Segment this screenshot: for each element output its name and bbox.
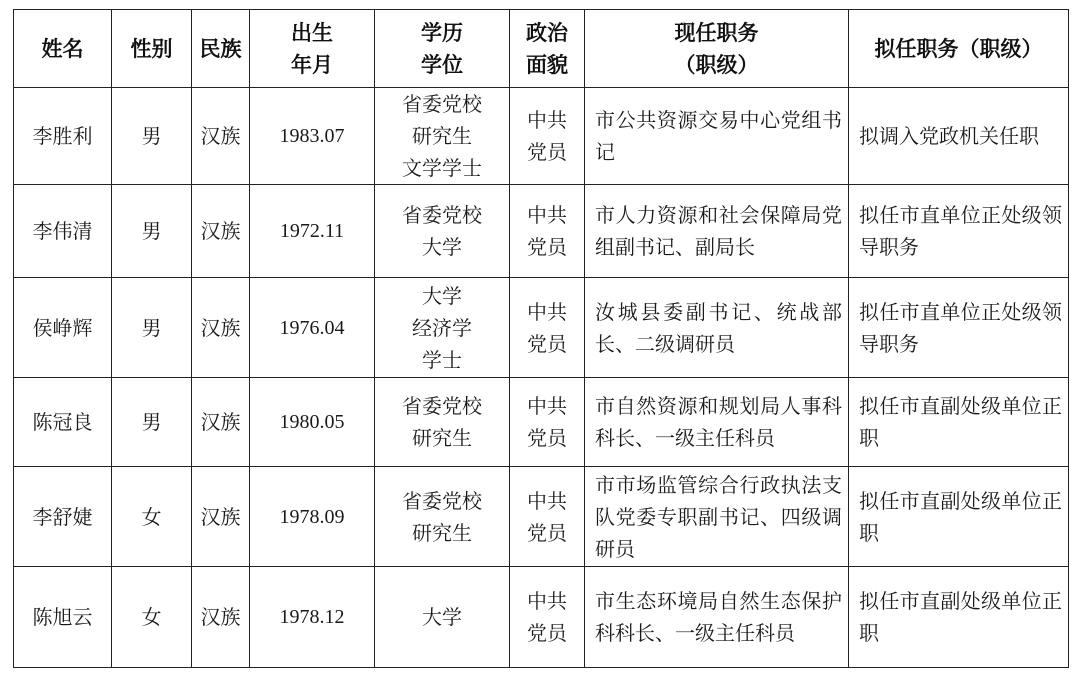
header-birth-line-2: 年月 — [291, 52, 333, 77]
cell-current-position — [585, 185, 849, 278]
cell-education — [375, 567, 510, 668]
cell-education-line: 省委党校 — [402, 203, 482, 227]
header-proposed-position: 拟任职务（职级） — [849, 10, 1069, 88]
cell-birth: 1978.12 — [250, 567, 375, 668]
cell-name: 李伟清 — [14, 185, 112, 278]
cell-education-line: 大学 — [422, 235, 462, 259]
header-current-position-line-1: 现任职务 — [674, 20, 759, 45]
cell-political-line: 中共 — [527, 299, 567, 324]
cell-current-position-text: 市生态环境局自然生态保护科科长、一级主任科员 — [595, 589, 842, 645]
cell-birth: 1983.07 — [250, 88, 375, 185]
cell-name: 李舒婕 — [14, 467, 112, 567]
cell-education — [375, 378, 510, 467]
cell-education — [375, 278, 510, 378]
cell-political — [510, 185, 585, 278]
cell-name: 侯峥辉 — [14, 278, 112, 378]
header-political — [510, 10, 585, 88]
cell-political-line: 中共 — [527, 589, 567, 613]
cell-education — [375, 185, 510, 278]
table-row — [14, 88, 1069, 185]
cell-name: 李胜利 — [14, 88, 112, 185]
cell-birth: 1978.09 — [250, 467, 375, 567]
cell-education-line: 大学 — [422, 283, 462, 308]
cell-proposed-position-text: 拟任市直副处级单位正职 — [859, 589, 1062, 645]
cell-current-position-text: 市人力资源和社会保障局党组副书记、副局长 — [595, 203, 842, 259]
cell-ethnicity: 汉族 — [192, 567, 250, 668]
cell-education-line: 大学 — [422, 605, 462, 629]
cell-political-line: 中共 — [527, 394, 567, 418]
cell-political — [510, 378, 585, 467]
header-gender: 性别 — [112, 10, 192, 88]
cell-education-line: 文学学士 — [402, 156, 482, 180]
cell-education-line: 研究生 — [412, 426, 472, 450]
cell-current-position — [585, 378, 849, 467]
cell-political-line: 中共 — [527, 488, 567, 513]
header-name: 姓名 — [14, 10, 112, 88]
cell-proposed-position — [849, 278, 1069, 378]
cell-gender: 男 — [112, 185, 192, 278]
cell-current-position-text: 市自然资源和规划局人事科科长、一级主任科员 — [595, 394, 842, 450]
header-education-line-2: 学位 — [421, 52, 463, 77]
cell-current-position — [585, 88, 849, 185]
cell-political-line: 党员 — [527, 235, 567, 259]
table-header-row — [14, 10, 1069, 88]
candidate-table — [13, 9, 1069, 668]
cell-current-position — [585, 278, 849, 378]
header-education — [375, 10, 510, 88]
cell-political — [510, 467, 585, 567]
cell-political-line: 中共 — [527, 108, 567, 132]
table-row — [14, 278, 1069, 378]
cell-education-line: 省委党校 — [402, 92, 482, 116]
cell-ethnicity: 汉族 — [192, 378, 250, 467]
cell-proposed-position — [849, 88, 1069, 185]
cell-birth: 1972.11 — [250, 185, 375, 278]
cell-proposed-position — [849, 467, 1069, 567]
cell-political — [510, 88, 585, 185]
cell-political-line: 党员 — [527, 621, 567, 645]
cell-political — [510, 278, 585, 378]
cell-political-line: 中共 — [527, 203, 567, 227]
cell-gender: 女 — [112, 467, 192, 567]
cell-education-line: 省委党校 — [402, 488, 482, 513]
table-row — [14, 378, 1069, 467]
cell-gender: 男 — [112, 378, 192, 467]
cell-name: 陈旭云 — [14, 567, 112, 668]
header-birth — [250, 10, 375, 88]
cell-proposed-position-text: 拟任市直单位正处级领导职务 — [859, 299, 1062, 356]
cell-proposed-position — [849, 567, 1069, 668]
cell-birth: 1976.04 — [250, 278, 375, 378]
cell-current-position-text: 汝城县委副书记、统战部长、二级调研员 — [595, 299, 842, 356]
cell-education-line: 研究生 — [412, 124, 472, 148]
header-ethnicity: 民族 — [192, 10, 250, 88]
cell-proposed-position-text: 拟任市直副处级单位正职 — [859, 488, 1062, 545]
cell-education-line: 经济学 — [412, 315, 472, 340]
cell-political-line: 党员 — [527, 520, 567, 545]
header-political-line-1: 政治 — [526, 20, 568, 45]
table-row — [14, 185, 1069, 278]
table-row — [14, 467, 1069, 567]
header-current-position-line-2: （职级） — [674, 52, 759, 77]
cell-birth: 1980.05 — [250, 378, 375, 467]
cell-gender: 男 — [112, 88, 192, 185]
cell-current-position-text: 市公共资源交易中心党组书记 — [595, 108, 842, 164]
header-education-line-1: 学历 — [421, 20, 463, 45]
cell-education — [375, 467, 510, 567]
cell-ethnicity: 汉族 — [192, 185, 250, 278]
cell-proposed-position — [849, 378, 1069, 467]
cell-political-line: 党员 — [527, 140, 567, 164]
cell-education — [375, 88, 510, 185]
cell-proposed-position-text: 拟调入党政机关任职 — [859, 124, 1039, 148]
cell-proposed-position-text: 拟任市直副处级单位正职 — [859, 394, 1062, 450]
cell-ethnicity: 汉族 — [192, 467, 250, 567]
header-current-position — [585, 10, 849, 88]
cell-proposed-position — [849, 185, 1069, 278]
cell-current-position — [585, 467, 849, 567]
cell-education-line: 研究生 — [412, 520, 472, 545]
cell-ethnicity: 汉族 — [192, 88, 250, 185]
table-row — [14, 567, 1069, 668]
cell-political-line: 党员 — [527, 426, 567, 450]
cell-education-line: 学士 — [422, 347, 462, 372]
cell-ethnicity: 汉族 — [192, 278, 250, 378]
cell-current-position-text: 市市场监管综合行政执法支队党委专职副书记、四级调研员 — [595, 472, 842, 561]
header-political-line-2: 面貌 — [526, 52, 568, 77]
cell-education-line: 省委党校 — [402, 394, 482, 418]
cell-name: 陈冠良 — [14, 378, 112, 467]
cell-current-position — [585, 567, 849, 668]
cell-gender: 男 — [112, 278, 192, 378]
cell-proposed-position-text: 拟任市直单位正处级领导职务 — [859, 203, 1062, 259]
cell-gender: 女 — [112, 567, 192, 668]
header-birth-line-1: 出生 — [291, 20, 333, 45]
cell-political-line: 党员 — [527, 331, 567, 356]
cell-political — [510, 567, 585, 668]
